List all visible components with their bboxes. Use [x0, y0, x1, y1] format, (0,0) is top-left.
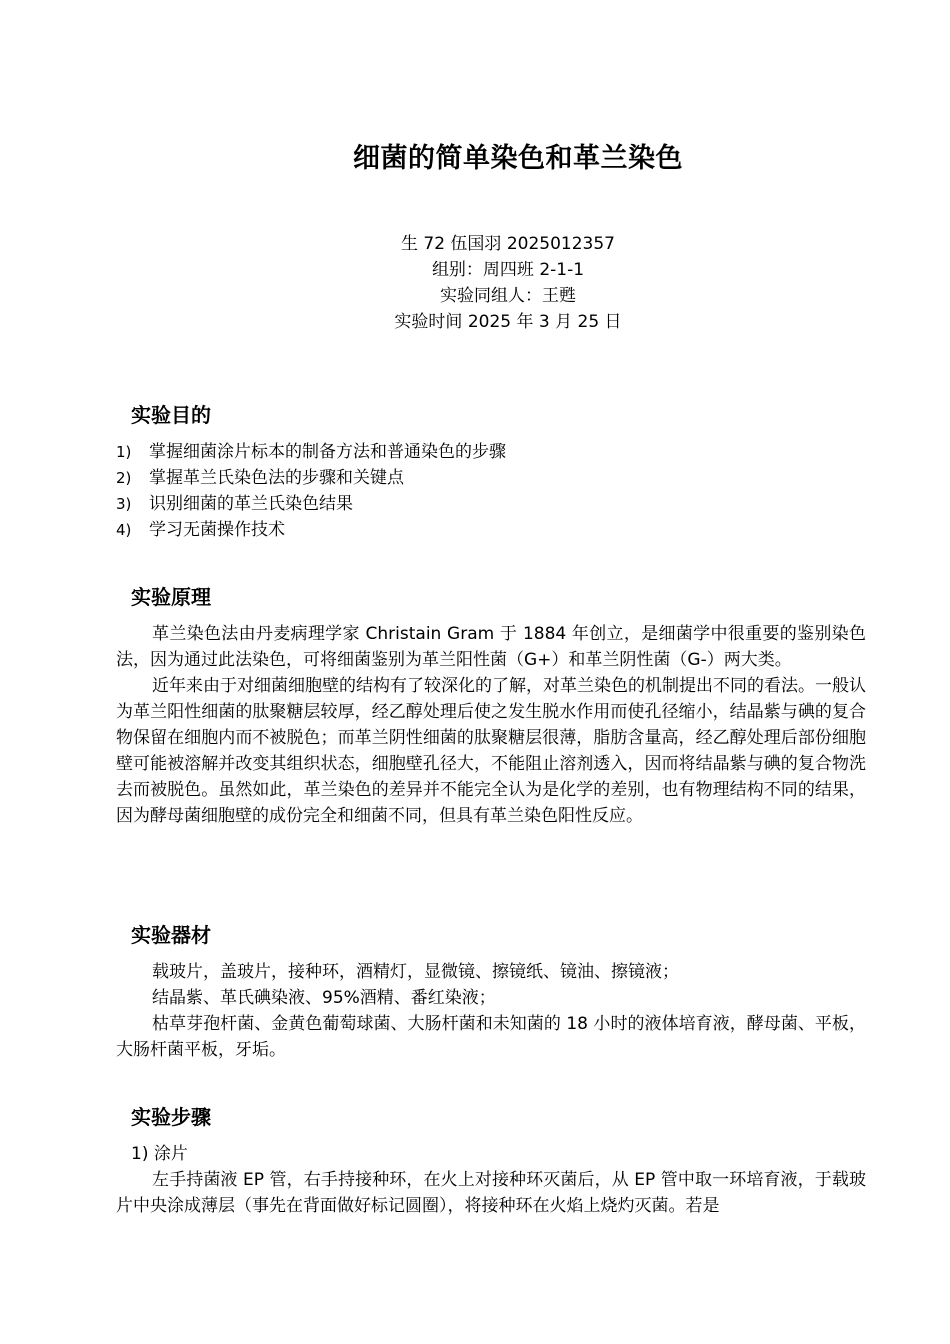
purpose-heading: 实验目的	[131, 403, 211, 427]
list-item	[116, 439, 506, 465]
step-1-body	[116, 1167, 866, 1219]
purpose-list	[116, 439, 506, 543]
list-text: 识别细菌的革兰氏染色结果	[149, 494, 353, 514]
materials-paragraph: 载玻片，盖玻片，接种环，酒精灯，显微镜、擦镜纸、镜油、擦镜液；	[152, 962, 679, 982]
principle-paragraph: 近年来由于对细菌细胞壁的结构有了较深化的了解，对革兰染色的机制提出不同的看法。一般认为革兰阳性细菌的肽聚糖层较厚，经乙醇处理后使之发生脱水作用而使孔径缩小，结晶紫与碘的复合物保留在细胞内而不被脱色；而革兰阴性细菌的肽聚糖层很薄，脂肪含量高，经乙醇处理后部份细胞壁可能被溶解并改变其组织状态，细胞壁孔径大，不能阻止溶剂透入，因而将结晶紫与碘的复合物洗去而被脱色。虽然如此，革兰染色的差异并不能完全认为是化学的差别，也有物理结构不同的结果，因为酵母菌细胞壁的成份完全和细菌不同，但具有革兰染色阳性反应。	[116, 676, 866, 826]
list-text: 学习无菌操作技术	[149, 520, 285, 540]
author-info	[0, 231, 950, 335]
list-text: 掌握革兰氏染色法的步骤和关键点	[149, 468, 404, 488]
student-info: 生 72 伍国羽 2025012357	[400, 234, 615, 254]
principle-heading: 实验原理	[131, 585, 211, 609]
steps-heading: 实验步骤	[131, 1105, 211, 1129]
materials-body	[116, 959, 866, 1063]
list-number: 2)	[116, 469, 132, 487]
principle-paragraph: 革兰染色法由丹麦病理学家 Christain Gram 于 1884 年创立，是细菌学中很重要的鉴别染色法，因为通过此法染色，可将细菌鉴别为革兰阳性菌（G+）和革兰阴性菌（G-）两大类。	[116, 624, 866, 670]
date-info: 实验时间 2025 年 3 月 25 日	[394, 312, 622, 332]
materials-heading: 实验器材	[131, 923, 211, 947]
list-item	[116, 517, 506, 543]
principle-body	[116, 621, 866, 829]
document-title: 细菌的简单染色和革兰染色	[353, 143, 683, 174]
list-item	[116, 491, 506, 517]
list-number: 3)	[116, 495, 132, 513]
materials-paragraph: 结晶紫、革氏碘染液、95%酒精、番红染液；	[152, 988, 496, 1008]
group-info: 组别：周四班 2-1-1	[431, 260, 585, 280]
partner-info: 实验同组人：王甦	[440, 286, 576, 306]
list-text: 掌握细菌涂片标本的制备方法和普通染色的步骤	[149, 442, 506, 462]
list-number: 1)	[116, 443, 132, 461]
step-1-text: 左手持菌液 EP 管，右手持接种环，在火上对接种环灭菌后，从 EP 管中取一环培育液，于载玻片中央涂成薄层（事先在背面做好标记圆圈），将接种环在火焰上烧灼灭菌。若是	[116, 1170, 866, 1216]
materials-paragraph: 枯草芽孢杆菌、金黄色葡萄球菌、大肠杆菌和未知菌的 18 小时的液体培育液，酵母菌、平板，大肠杆菌平板，牙垢。	[116, 1014, 866, 1060]
step-1-label: 1) 涂片	[131, 1144, 188, 1164]
list-number: 4)	[116, 521, 132, 539]
list-item	[116, 465, 506, 491]
